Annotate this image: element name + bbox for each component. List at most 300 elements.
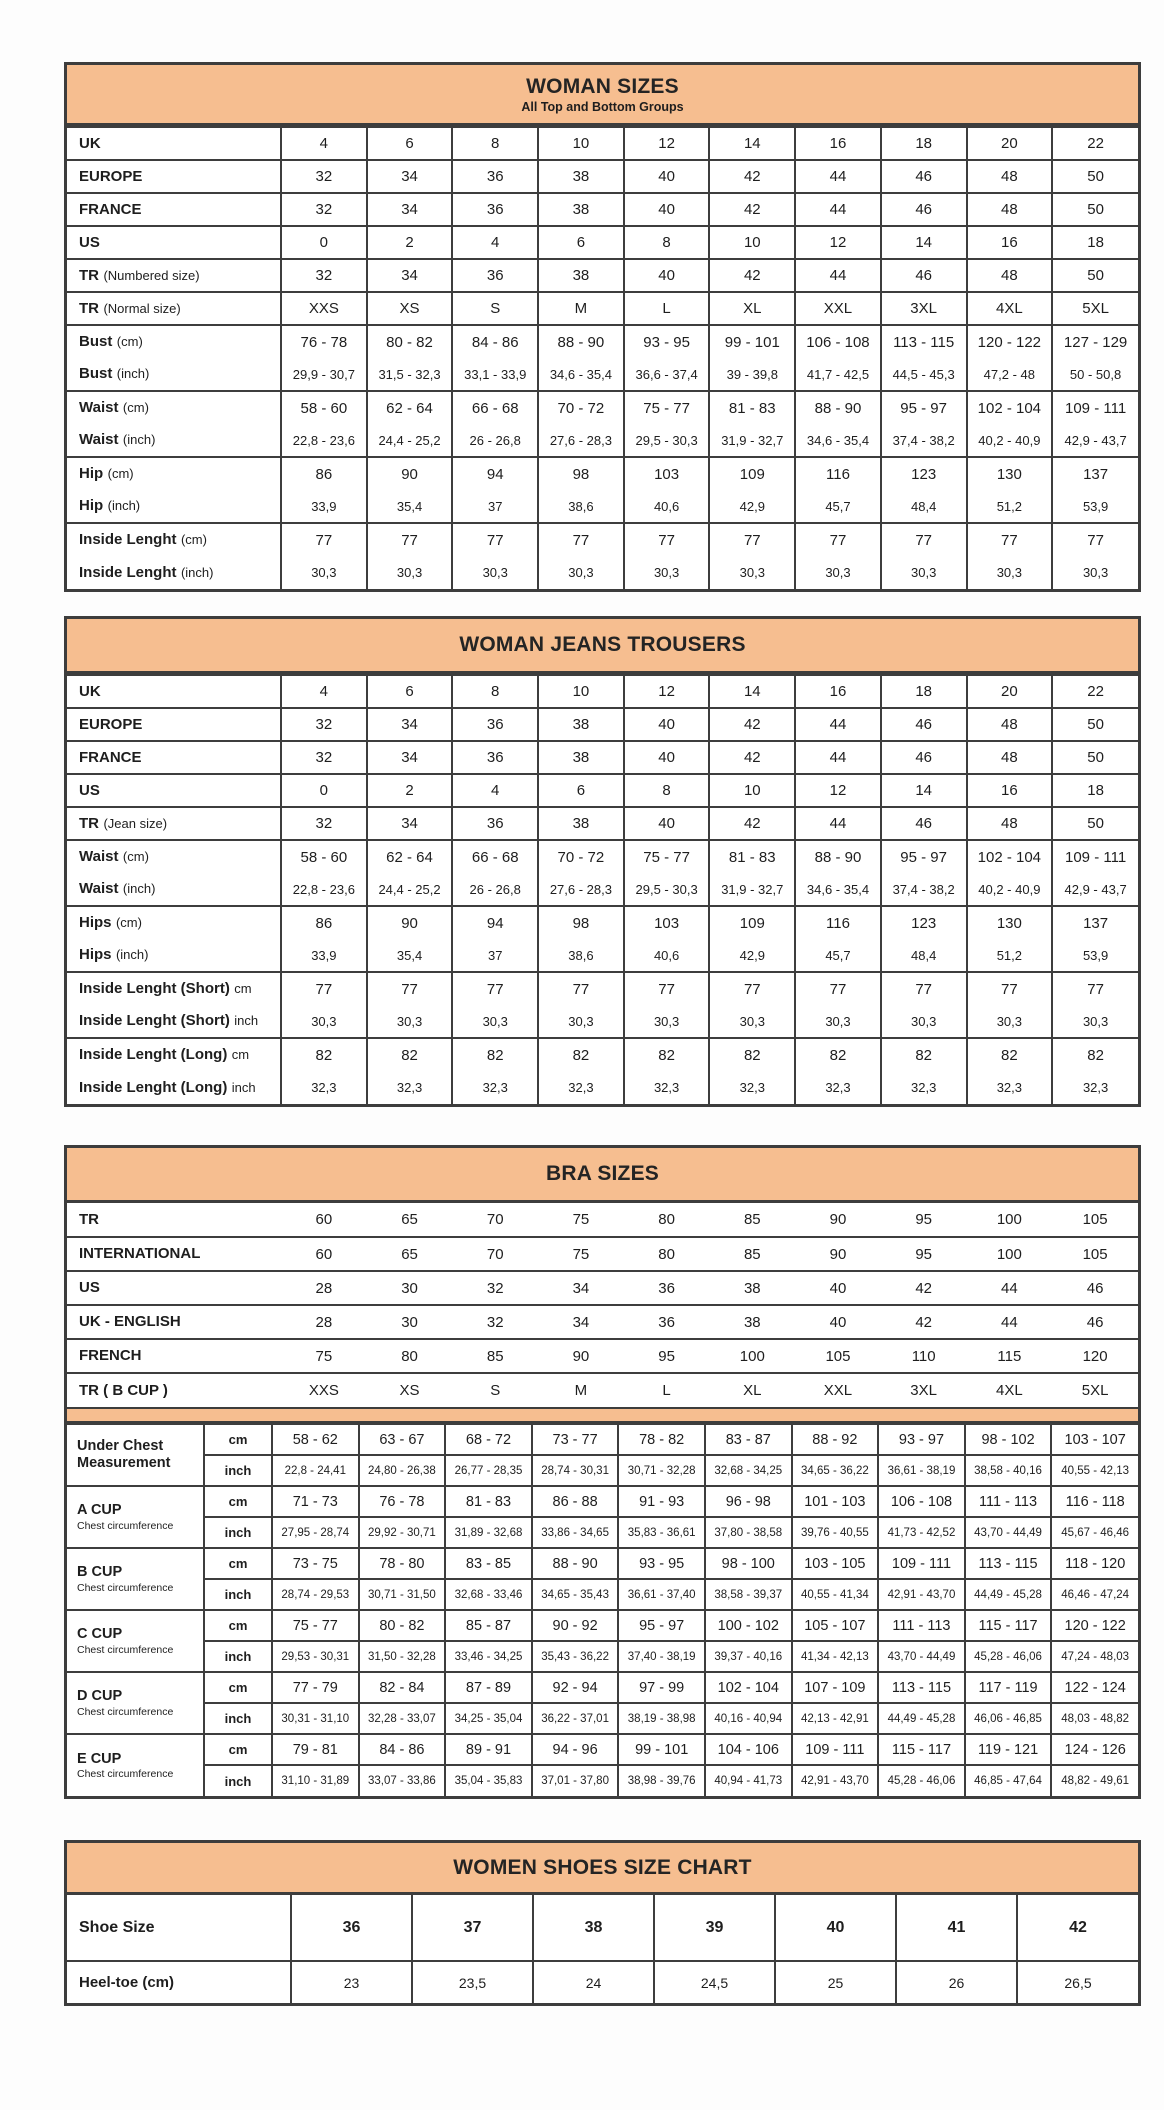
size-value-cell: 25 — [775, 1961, 896, 2003]
row-label — [67, 556, 281, 589]
table-row — [67, 807, 1138, 840]
size-value-cell: 44 — [795, 708, 881, 741]
row-label-unit: (inch) — [122, 432, 156, 447]
size-value-cell: 2 — [367, 226, 453, 259]
size-value-cell: 77 — [967, 972, 1053, 1005]
size-value-cell: 37,01 - 37,80 — [532, 1765, 619, 1796]
size-value-cell: M — [538, 292, 624, 325]
size-value-cell: 46,06 - 46,85 — [965, 1703, 1052, 1734]
size-value-cell: 50 — [1052, 259, 1138, 292]
row-label — [67, 259, 281, 292]
size-value-cell: 39,37 - 40,16 — [705, 1641, 792, 1672]
row-group — [67, 226, 1138, 259]
table-row — [67, 1961, 1138, 2003]
table-row — [67, 1071, 1138, 1104]
size-value-cell: 77 — [881, 972, 967, 1005]
size-value-cell: 44,5 - 45,3 — [881, 358, 967, 391]
row-label — [67, 675, 281, 708]
size-value-cell: 30,3 — [538, 1005, 624, 1038]
size-value-cell: 37,4 - 38,2 — [881, 873, 967, 906]
size-value-cell: 82 — [538, 1038, 624, 1071]
size-value-cell: 12 — [795, 226, 881, 259]
size-value-cell: 120 — [1082, 1347, 1108, 1365]
row-label-text: Hip — [79, 465, 104, 482]
size-value-cell: 127 - 129 — [1052, 325, 1138, 358]
size-value-cell: 109 — [709, 906, 795, 939]
size-value-cell: 22 — [1052, 675, 1138, 708]
row-label-unit: (cm) — [180, 532, 207, 547]
size-value-cell: 89 - 91 — [445, 1734, 532, 1765]
size-value-cell: 103 - 105 — [792, 1548, 879, 1579]
size-value-cell: 90 — [367, 906, 453, 939]
size-value-cell: 34 — [572, 1279, 590, 1297]
size-value-cell: 44,49 - 45,28 — [965, 1579, 1052, 1610]
size-value-cell: 40,55 - 42,13 — [1051, 1455, 1138, 1486]
size-value-cell: 80 — [658, 1245, 675, 1263]
size-value-cell: 116 — [795, 906, 881, 939]
size-value-cell: 119 - 121 — [965, 1734, 1052, 1765]
size-value-cell: 95 — [658, 1347, 675, 1365]
size-value-cell: 48 — [967, 160, 1053, 193]
size-value-cell: 38 — [538, 259, 624, 292]
row-group — [67, 1038, 1138, 1104]
table-row — [67, 1765, 1138, 1796]
size-value-cell: 50 - 50,8 — [1052, 358, 1138, 391]
size-value-cell: 81 - 83 — [709, 391, 795, 424]
row-label — [67, 1271, 281, 1305]
row-label-text: Inside Lenght — [79, 563, 177, 581]
size-value-cell: 70 — [486, 1245, 504, 1263]
row-label — [67, 490, 281, 523]
size-value-cell: 42,13 - 42,91 — [792, 1703, 879, 1734]
size-value-cell: 28 — [315, 1313, 333, 1331]
size-value-cell: 8 — [624, 774, 710, 807]
size-value-cell: 73 - 77 — [532, 1424, 619, 1455]
size-value-cell: 95 — [915, 1211, 932, 1228]
size-value-cell: 16 — [967, 774, 1053, 807]
size-value-cell: 93 - 95 — [624, 325, 710, 358]
size-value-cell: 30,3 — [709, 556, 795, 589]
row-label-unit: (Normal size) — [103, 300, 181, 316]
size-value-cell: 6 — [538, 774, 624, 807]
size-value-cell: 50 — [1052, 708, 1138, 741]
unit-label: cm — [204, 1672, 272, 1703]
table-row — [67, 972, 1138, 1005]
size-value-cell: 34 — [572, 1313, 590, 1331]
size-value-cell: 30,3 — [709, 1005, 795, 1038]
size-value-cell: 47,2 - 48 — [967, 358, 1053, 391]
size-value-cell: 70 - 72 — [538, 840, 624, 873]
size-value-cell: 44 — [795, 193, 881, 226]
size-value-cell: 36 — [452, 741, 538, 774]
size-value-cell: 130 — [967, 906, 1053, 939]
size-value-cell: 5XL — [1081, 1382, 1109, 1399]
size-value-cell: 22,8 - 23,6 — [281, 424, 367, 457]
size-value-cell: 48 — [967, 807, 1053, 840]
row-label-text: EUROPE — [79, 715, 143, 733]
size-value-cell: 22,8 - 24,41 — [272, 1455, 359, 1486]
size-value-cell: 38,19 - 38,98 — [618, 1703, 705, 1734]
size-value-cell: 77 - 79 — [272, 1672, 359, 1703]
table-row — [67, 873, 1138, 906]
size-value-cell: 50 — [1052, 741, 1138, 774]
size-value-cell: 40,94 - 41,73 — [705, 1765, 792, 1796]
size-value-cell: 100 - 102 — [705, 1610, 792, 1641]
bra-cup-grid — [67, 1423, 1138, 1796]
size-value-cell: 77 — [881, 523, 967, 556]
size-value-cell: 42 — [709, 193, 795, 226]
row-label-text: Waist — [79, 399, 119, 416]
size-value-cell: 26 - 26,8 — [452, 873, 538, 906]
size-value-cell: 8 — [624, 226, 710, 259]
cup-group — [67, 1486, 1138, 1548]
size-value-cell: 4 — [281, 127, 367, 160]
size-value-cell: 76 - 78 — [281, 325, 367, 358]
size-value-cell: 30,3 — [967, 556, 1053, 589]
row-group — [67, 1895, 1138, 2003]
size-value-cell: 77 — [967, 523, 1053, 556]
size-value-cell: 91 - 93 — [618, 1486, 705, 1517]
size-value-cell: 18 — [1052, 774, 1138, 807]
row-label-text: TR — [79, 266, 99, 284]
size-value-cell: 32,3 — [967, 1071, 1053, 1104]
size-value-cell: 40 — [624, 807, 710, 840]
size-value-cell: 36 — [452, 259, 538, 292]
size-value-cell: 42,91 - 43,70 — [792, 1765, 879, 1796]
size-value-cell: 30,3 — [281, 556, 367, 589]
size-value-cell: 10 — [538, 675, 624, 708]
size-value-cell: 40 — [775, 1895, 896, 1961]
size-value-cell: 33,9 — [281, 490, 367, 523]
size-value-cell: 75 — [572, 1245, 590, 1263]
size-value-cell: 24,4 - 25,2 — [367, 424, 453, 457]
size-value-cell: 37,80 - 38,58 — [705, 1517, 792, 1548]
size-value-cell: XS — [399, 1382, 420, 1399]
size-value-cell: 39,76 - 40,55 — [792, 1517, 879, 1548]
size-value-cell: 38,58 - 39,37 — [705, 1579, 792, 1610]
row-label — [67, 424, 281, 457]
size-value-cell: 103 - 107 — [1051, 1424, 1138, 1455]
table-row — [67, 325, 1138, 358]
row-label-unit: (cm) — [115, 915, 142, 930]
size-value-cell: 123 — [881, 906, 967, 939]
row-label-text: US — [79, 781, 100, 799]
size-value-cell: 109 - 111 — [792, 1734, 879, 1765]
size-value-cell: 48 — [967, 708, 1053, 741]
size-value-cell: 26,77 - 28,35 — [445, 1455, 532, 1486]
table-row — [67, 226, 1138, 259]
size-value-cell: 40,55 - 41,34 — [792, 1579, 879, 1610]
woman-sizes-table — [64, 62, 1141, 592]
size-value-cell: 113 - 115 — [878, 1672, 965, 1703]
size-value-cell: 85 - 87 — [445, 1610, 532, 1641]
size-value-cell: L — [624, 292, 710, 325]
row-label — [67, 1734, 204, 1796]
size-value-cell: 60 — [315, 1245, 333, 1263]
bra-sizes-title: BRA SIZES — [545, 1162, 660, 1185]
row-label-unit: (inch) — [107, 498, 141, 513]
size-value-cell: 137 — [1052, 457, 1138, 490]
size-value-cell: 40 — [829, 1313, 847, 1331]
size-value-cell: 30,3 — [1052, 1005, 1138, 1038]
row-label — [67, 741, 281, 774]
size-value-cell: 10 — [709, 226, 795, 259]
size-value-cell: 50 — [1052, 193, 1138, 226]
size-value-cell: 82 — [967, 1038, 1053, 1071]
size-value-cell: 32 — [281, 193, 367, 226]
size-value-cell: 32,28 - 33,07 — [359, 1703, 446, 1734]
size-value-cell: 90 - 92 — [532, 1610, 619, 1641]
size-value-cell: 86 — [281, 906, 367, 939]
size-value-cell: 39 - 39,8 — [709, 358, 795, 391]
size-value-cell: 66 - 68 — [452, 391, 538, 424]
size-value-cell: 29,92 - 30,71 — [359, 1517, 446, 1548]
size-value-cell: 83 - 85 — [445, 1548, 532, 1579]
table-row — [67, 1305, 1138, 1339]
table-row — [67, 1455, 1138, 1486]
size-value-cell: 3XL — [881, 292, 967, 325]
size-value-cell: 82 — [452, 1038, 538, 1071]
size-value-cell: 98 - 100 — [705, 1548, 792, 1579]
row-label-unit: (inch) — [122, 881, 156, 896]
size-value-cell: 115 - 117 — [965, 1610, 1052, 1641]
size-value-cell: 116 — [795, 457, 881, 490]
size-value-cell: 46 — [1086, 1279, 1104, 1297]
size-value-cell: 95 - 97 — [881, 840, 967, 873]
size-value-cell: 82 — [624, 1038, 710, 1071]
row-label-text: Waist — [79, 431, 119, 448]
size-value-cell: 77 — [795, 972, 881, 1005]
size-value-cell: 77 — [538, 523, 624, 556]
bra-sizes-table — [64, 1145, 1141, 1799]
bra-table-divider — [67, 1407, 1138, 1423]
table-row — [67, 1703, 1138, 1734]
size-value-cell: 32 — [281, 160, 367, 193]
table-row — [67, 708, 1138, 741]
size-value-cell: 44 — [795, 160, 881, 193]
size-value-cell: 42 — [1017, 1895, 1138, 1961]
table-row — [67, 939, 1138, 972]
size-value-cell: 38 — [533, 1895, 654, 1961]
size-value-cell: 30,71 - 32,28 — [618, 1455, 705, 1486]
row-label — [67, 457, 281, 490]
size-value-cell: 94 — [452, 906, 538, 939]
size-value-cell: 45,7 — [795, 490, 881, 523]
size-value-cell: 18 — [881, 675, 967, 708]
size-value-cell: 5XL — [1052, 292, 1138, 325]
row-label — [67, 1373, 281, 1407]
table-row — [67, 1339, 1138, 1373]
size-value-cell: 116 - 118 — [1051, 1486, 1138, 1517]
size-value-cell: 77 — [1052, 523, 1138, 556]
size-value-cell: 48 — [967, 259, 1053, 292]
size-value-cell: XL — [743, 1382, 762, 1399]
size-value-cell: 87 - 89 — [445, 1672, 532, 1703]
row-label — [67, 1071, 281, 1104]
cup-name: D CUP — [77, 1688, 123, 1705]
cup-name: E CUP — [77, 1750, 122, 1767]
woman-sizes-grid — [67, 126, 1138, 589]
table-row — [67, 840, 1138, 873]
size-value-cell: 82 — [1052, 1038, 1138, 1071]
size-value-cell: 42 — [709, 259, 795, 292]
size-value-cell: 30,3 — [538, 556, 624, 589]
row-label — [67, 127, 281, 160]
size-value-cell: 103 — [624, 906, 710, 939]
table-row — [67, 1734, 1138, 1765]
size-value-cell: 100 — [739, 1347, 765, 1365]
size-value-cell: 46 — [881, 741, 967, 774]
size-value-cell: 30,3 — [452, 556, 538, 589]
size-value-cell: 42,9 - 43,7 — [1052, 424, 1138, 457]
size-value-cell: 34 — [367, 807, 453, 840]
table-row — [67, 1486, 1138, 1517]
size-value-cell: 32,68 - 34,25 — [705, 1455, 792, 1486]
size-value-cell: 37 — [452, 939, 538, 972]
row-label-text: Inside Lenght (Short) — [79, 980, 230, 997]
table-row — [67, 292, 1138, 325]
size-value-cell: 90 — [829, 1211, 847, 1228]
row-label-text: Hip — [79, 497, 104, 514]
size-value-cell: 71 - 73 — [272, 1486, 359, 1517]
row-group — [67, 774, 1138, 807]
row-label — [67, 774, 281, 807]
table-row — [67, 1610, 1138, 1641]
size-value-cell: 102 - 104 — [967, 840, 1053, 873]
row-label — [67, 873, 281, 906]
row-group — [67, 259, 1138, 292]
row-group — [67, 741, 1138, 774]
size-value-cell: 100 — [996, 1245, 1022, 1263]
row-label-text: FRENCH — [79, 1347, 142, 1364]
size-value-cell: 45,7 — [795, 939, 881, 972]
size-value-cell: 48,4 — [881, 939, 967, 972]
size-value-cell: 82 — [795, 1038, 881, 1071]
size-value-cell: 40 — [624, 741, 710, 774]
size-value-cell: 94 - 96 — [532, 1734, 619, 1765]
size-value-cell: 30,3 — [624, 556, 710, 589]
size-value-cell: 98 — [538, 457, 624, 490]
row-label — [67, 1486, 204, 1548]
size-value-cell: 38 — [538, 741, 624, 774]
size-value-cell: 40,2 - 40,9 — [967, 873, 1053, 906]
size-value-cell: 35,43 - 36,22 — [532, 1641, 619, 1672]
size-value-cell: 40,16 - 40,94 — [705, 1703, 792, 1734]
row-label — [67, 292, 281, 325]
size-value-cell: 95 - 97 — [618, 1610, 705, 1641]
size-value-cell: 120 - 122 — [1051, 1610, 1138, 1641]
size-value-cell: 77 — [367, 972, 453, 1005]
size-value-cell: 75 - 77 — [624, 840, 710, 873]
table-row — [67, 1895, 1138, 1961]
size-value-cell: 45,67 - 46,46 — [1051, 1517, 1138, 1548]
size-value-cell: 32,3 — [538, 1071, 624, 1104]
size-value-cell: 77 — [538, 972, 624, 1005]
size-value-cell: 77 — [281, 972, 367, 1005]
size-value-cell: 99 - 101 — [709, 325, 795, 358]
size-value-cell: 23,5 — [412, 1961, 533, 2003]
size-value-cell: 36 — [291, 1895, 412, 1961]
size-value-cell: 29,5 - 30,3 — [624, 424, 710, 457]
cup-name: A CUP — [77, 1502, 122, 1519]
size-value-cell: 84 - 86 — [359, 1734, 446, 1765]
size-value-cell: 32 — [281, 708, 367, 741]
size-value-cell: 30,3 — [367, 556, 453, 589]
row-label-text: FRANCE — [79, 200, 142, 218]
row-label — [67, 226, 281, 259]
size-value-cell: 62 - 64 — [367, 840, 453, 873]
size-value-cell: 88 - 90 — [795, 391, 881, 424]
table-row — [67, 1672, 1138, 1703]
row-label — [67, 1038, 281, 1071]
size-value-cell: 46 — [881, 708, 967, 741]
size-value-cell: 36 — [658, 1313, 675, 1331]
size-value-cell: 110 — [911, 1347, 936, 1365]
size-value-cell: 90 — [829, 1245, 847, 1263]
size-value-cell: 38,58 - 40,16 — [965, 1455, 1052, 1486]
row-label — [67, 1548, 204, 1610]
size-value-cell: 3XL — [910, 1382, 937, 1399]
size-value-cell: 34 — [367, 708, 453, 741]
table-row — [67, 424, 1138, 457]
size-value-cell: 46 — [881, 259, 967, 292]
size-value-cell: 82 — [881, 1038, 967, 1071]
size-value-cell: 53,9 — [1052, 939, 1138, 972]
cup-note: Chest circumference — [77, 1768, 174, 1781]
size-value-cell: 48,82 - 49,61 — [1051, 1765, 1138, 1796]
size-value-cell: 93 - 97 — [878, 1424, 965, 1455]
size-value-cell: 75 — [315, 1347, 333, 1365]
size-value-cell: 46 — [881, 193, 967, 226]
size-value-cell: XXS — [281, 292, 367, 325]
cup-name: B CUP — [77, 1564, 123, 1581]
size-value-cell: 65 — [401, 1211, 418, 1228]
size-value-cell: 30,3 — [795, 1005, 881, 1038]
unit-label: inch — [204, 1579, 272, 1610]
size-value-cell: 107 - 109 — [792, 1672, 879, 1703]
size-value-cell: 58 - 62 — [272, 1424, 359, 1455]
size-value-cell: 30,3 — [452, 1005, 538, 1038]
bra-sizes-header — [67, 1148, 1138, 1203]
size-value-cell: 12 — [624, 675, 710, 708]
table-row — [67, 774, 1138, 807]
table-row — [67, 193, 1138, 226]
size-value-cell: 37,40 - 38,19 — [618, 1641, 705, 1672]
row-label — [67, 1305, 281, 1339]
size-value-cell: 36,6 - 37,4 — [624, 358, 710, 391]
size-value-cell: 46,85 - 47,64 — [965, 1765, 1052, 1796]
row-label — [67, 1961, 291, 2003]
size-value-cell: 32 — [281, 741, 367, 774]
size-value-cell: 90 — [572, 1347, 590, 1365]
row-label-unit: (Numbered size) — [103, 267, 200, 283]
size-value-cell: 81 - 83 — [445, 1486, 532, 1517]
size-value-cell: 30 — [401, 1313, 418, 1331]
woman-sizes-header — [67, 65, 1138, 126]
size-value-cell: 41,73 - 42,52 — [878, 1517, 965, 1548]
size-value-cell: 32 — [486, 1279, 504, 1297]
size-value-cell: 45,28 - 46,06 — [878, 1765, 965, 1796]
size-value-cell: 44,49 - 45,28 — [878, 1703, 965, 1734]
size-value-cell: 20 — [967, 675, 1053, 708]
row-label — [67, 1237, 281, 1271]
size-value-cell: 34 — [367, 160, 453, 193]
size-value-cell: 33,9 — [281, 939, 367, 972]
size-value-cell: 78 - 82 — [618, 1424, 705, 1455]
size-value-cell: 24 — [533, 1961, 654, 2003]
size-value-cell: 24,5 — [654, 1961, 775, 2003]
size-value-cell: 111 - 113 — [965, 1486, 1052, 1517]
